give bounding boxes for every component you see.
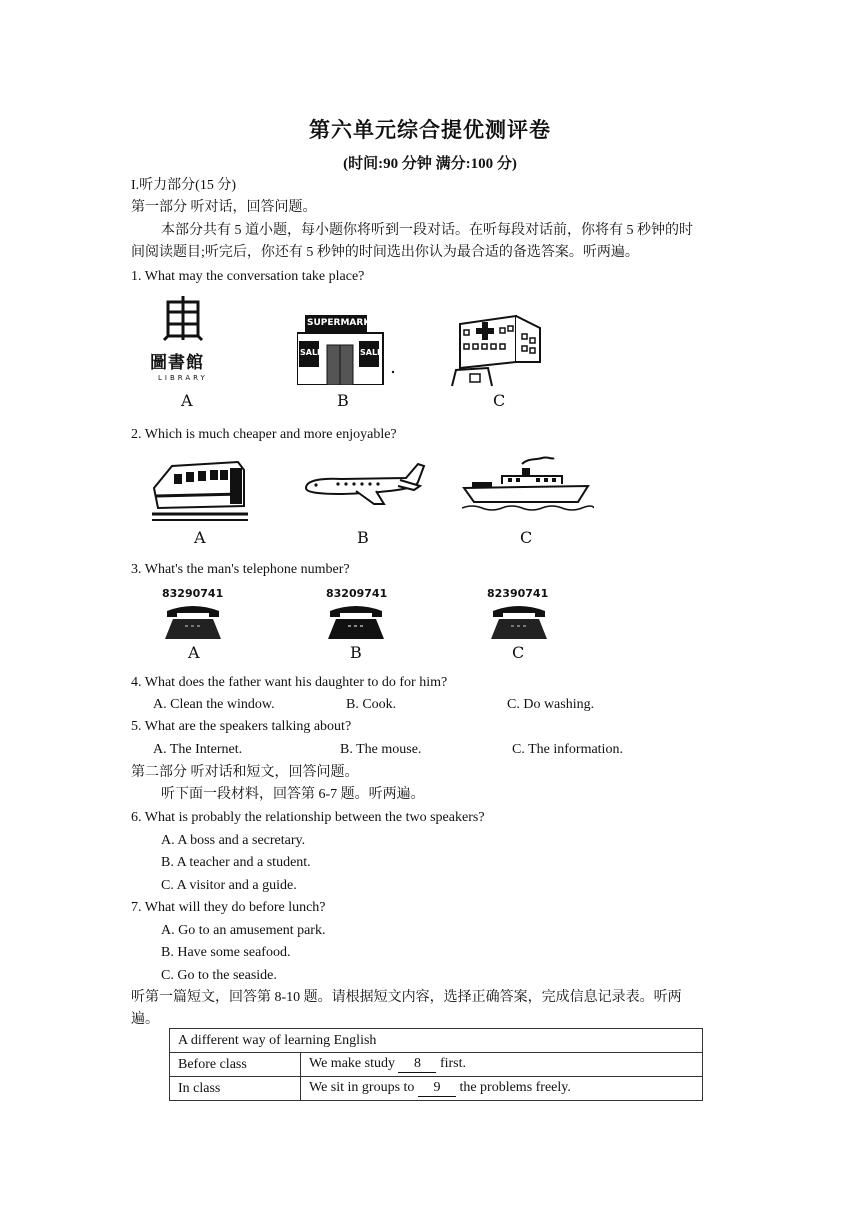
part1-intro-line1: 本部分共有 5 道小题，每小题你将听到一段对话。在听每段对话前，你将有 5 秒钟的时 [161, 223, 693, 238]
q4-option-c: C. Do washing. [507, 697, 595, 712]
q5-option-a: A. The Internet. [153, 742, 243, 757]
q3-option-c-label: C [512, 643, 525, 662]
train-image [152, 458, 248, 522]
page-subtitle: (时间:90 分钟 满分:100 分) [343, 156, 517, 172]
q2-option-c-label: C [520, 528, 533, 547]
q6-option-b: B. A teacher and a student. [161, 855, 311, 870]
passage-intro-line2: 遍。 [131, 1012, 159, 1027]
q7-option-c: C. Go to the seaside. [161, 968, 277, 983]
q2-option-a-label: A [194, 528, 206, 547]
q6-option-a: A. A boss and a secretary. [161, 833, 306, 848]
q7-option-a: A. Go to an amusement park. [161, 923, 326, 938]
library-image [146, 296, 226, 388]
q5-option-c: C. The information. [512, 742, 623, 757]
airplane-image [302, 462, 426, 506]
ship-image [462, 456, 594, 514]
passage-intro-line1: 听第一篇短文，回答第 8-10 题。请根据短文内容，选择正确答案，完成信息记录表。听两 [131, 990, 682, 1005]
question-1: 1. What may the conversation take place? [131, 269, 365, 284]
table-header: A different way of learning English [170, 1029, 703, 1053]
row-content [301, 1077, 703, 1101]
supermarket-image [297, 315, 397, 385]
answer-blank-8[interactable]: 8 [398, 1056, 436, 1073]
library-sign: 圖書館 [150, 353, 204, 373]
phone-number-b: 83209741 [326, 587, 388, 600]
telephone-icon [326, 603, 386, 641]
q3-option-a-label: A [188, 643, 200, 662]
sale-sign-right: SALE [360, 348, 383, 357]
q1-option-c-label: C [493, 391, 506, 410]
part2-intro: 听下面一段材料，回答第 6-7 题。听两遍。 [161, 787, 425, 802]
question-2: 2. Which is much cheaper and more enjoyable? [131, 427, 397, 442]
question-6: 6. What is probably the relationship between the two speakers? [131, 810, 485, 825]
question-7: 7. What will they do before lunch? [131, 900, 326, 915]
telephone-icon [489, 603, 549, 641]
phone-number-a: 83290741 [162, 587, 224, 600]
table-row [170, 1053, 703, 1077]
row-text-pre: We make study [309, 1056, 399, 1071]
row-label: In class [170, 1077, 301, 1101]
q4-option-b: B. Cook. [346, 697, 397, 712]
library-caption: LIBRARY [158, 374, 208, 382]
section-heading: I.听力部分(15 分) [131, 178, 236, 193]
answer-blank-9[interactable]: 9 [418, 1080, 456, 1097]
row-label: Before class [170, 1053, 301, 1077]
sale-sign-left: SALE [300, 348, 323, 357]
q2-option-b-label: B [357, 528, 369, 547]
supermarket-sign: SUPERMARKET [307, 318, 383, 328]
part2-heading: 第二部分 听对话和短文，回答问题。 [131, 765, 359, 780]
page-title: 第六单元综合提优测评卷 [309, 118, 551, 142]
part1-intro-line2: 间阅读题目;听完后，你还有 5 秒钟的时间选出你认为最合适的备选答案。听两遍。 [131, 245, 639, 260]
row-content [301, 1053, 703, 1077]
record-table [169, 1028, 703, 1101]
row-text-post: the problems freely. [455, 1080, 571, 1095]
question-4: 4. What does the father want his daughter to do for him? [131, 675, 448, 690]
question-3: 3. What's the man's telephone number? [131, 562, 350, 577]
table-header-row [170, 1029, 703, 1053]
row-text-post: first. [436, 1056, 467, 1071]
part1-heading: 第一部分 听对话，回答问题。 [131, 200, 317, 215]
row-text-pre: We sit in groups to [309, 1080, 418, 1095]
question-5: 5. What are the speakers talking about? [131, 719, 352, 734]
hospital-image [448, 310, 548, 388]
q3-option-b-label: B [350, 643, 362, 662]
q4-option-a: A. Clean the window. [153, 697, 275, 712]
telephone-icon [163, 603, 223, 641]
q6-option-c: C. A visitor and a guide. [161, 878, 297, 893]
q1-option-a-label: A [181, 391, 193, 410]
q7-option-b: B. Have some seafood. [161, 945, 291, 960]
phone-number-c: 82390741 [487, 587, 549, 600]
q1-option-b-label: B [337, 391, 349, 410]
q5-option-b: B. The mouse. [340, 742, 422, 757]
table-row [170, 1077, 703, 1101]
